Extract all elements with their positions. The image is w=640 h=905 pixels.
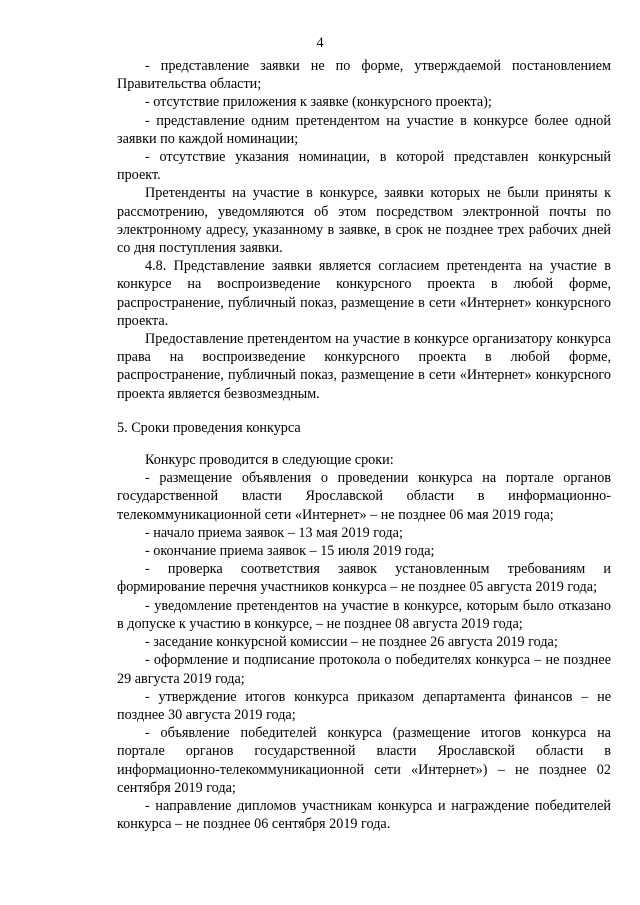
paragraph: Предоставление претендентом на участие в конкурсе организатору конкурса права на воспроизведение конкурсного проекта в любой форме, распространение, публичный показ, размещение в сети «Интернет» конкурсного проекта является безвозмездным. [117,331,611,402]
list-item: - оформление и подписание протокола о победителях конкурса – не позднее 29 августа 2019 года; [117,652,611,687]
list-item: - утверждение итогов конкурса приказом департамента финансов – не позднее 30 августа 2019 года; [117,688,611,723]
section-heading: 5. Сроки проведения конкурса [117,419,301,436]
list-item: - объявление победителей конкурса (размещение итогов конкурса на портале органов государственной власти Ярославской области в информационно-телекоммуникационной сети «Интернет») – не позднее 02 сентября 2019 года; [117,725,611,796]
list-item: - заседание конкурсной комиссии – не позднее 26 августа 2019 года; [145,634,558,651]
paragraph: - представление одним претендентом на участие в конкурсе более одной заявки по каждой номинации; [117,112,611,147]
list-item: - окончание приема заявок – 15 июля 2019 года; [145,543,435,560]
list-item: - начало приема заявок – 13 мая 2019 года; [145,524,403,541]
paragraph: Претенденты на участие в конкурсе, заявки которых не были приняты к рассмотрению, уведомляются об этом посредством электронной почты по электронному адресу, указанному в заявке, в срок не позднее трех рабочих дней со дня поступления заявки. [117,185,611,257]
paragraph: - представление заявки не по форме, утверждаемой постановлением Правительства области; [117,58,611,93]
paragraph: Конкурс проводится в следующие сроки: [145,452,394,469]
paragraph: 4.8. Представление заявки является согласием претендента на участие в конкурсе на воспроизведение конкурсного проекта в любой форме, распространение, публичный показ, размещение в сети «Интернет» конкурсного проекта. [117,258,611,329]
list-item: - уведомление претендентов на участие в конкурсе, которым было отказано в допуске к участию в конкурсе, – не позднее 08 августа 2019 года; [117,597,611,632]
page-number: 4 [316,35,324,51]
paragraph: - отсутствие приложения к заявке (конкурсного проекта); [145,94,492,111]
list-item: - размещение объявления о проведении конкурса на портале органов государственной власти Ярославской области в информационно-телекоммуникационной сети «Интернет» – не позднее 06 мая 2019 года; [117,470,611,523]
paragraph: - отсутствие указания номинации, в которой представлен конкурсный проект. [117,149,611,184]
list-item: - проверка соответствия заявок установленным требованиям и формирование перечня участников конкурса – не позднее 05 августа 2019 года; [117,561,611,596]
document-body [117,57,611,833]
list-item: - направление дипломов участникам конкурса и награждение победителей конкурса – не позднее 06 сентября 2019 года. [117,797,611,833]
